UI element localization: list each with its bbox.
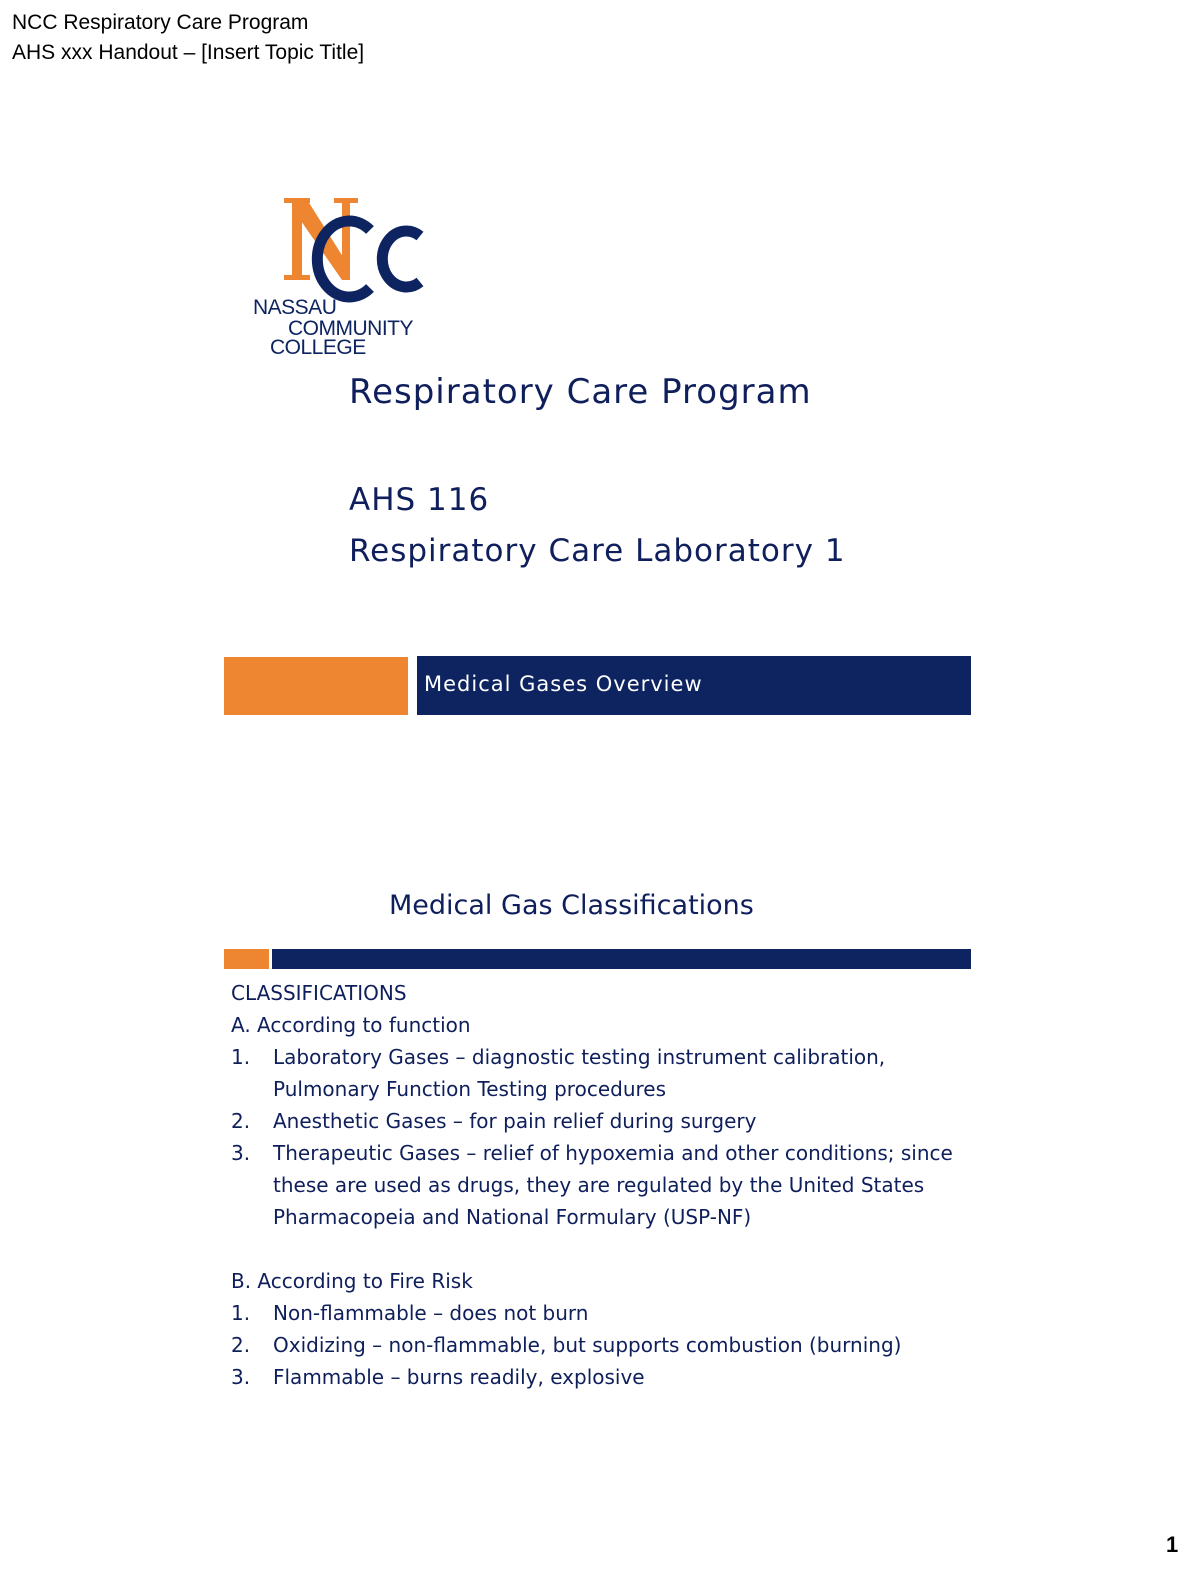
logo-text-college: COLLEGE bbox=[270, 336, 366, 359]
logo-text-nassau: NASSAU bbox=[253, 296, 337, 319]
section-b-list bbox=[231, 1297, 971, 1393]
list-item-number: 2. bbox=[231, 1333, 251, 1357]
banner-text: Medical Gases Overview bbox=[424, 672, 703, 696]
section-a-list bbox=[231, 1041, 971, 1233]
list-item-text: Oxidizing – non-flammable, but supports combustion (burning) bbox=[273, 1333, 902, 1357]
slide-title: Respiratory Care Program bbox=[349, 372, 812, 412]
page-header bbox=[12, 8, 364, 68]
title-rule-navy bbox=[272, 949, 971, 969]
list-item-text: Therapeutic Gases – relief of hypoxemia and other conditions; since these are used as drugs, they are regulated by the United States Pharmacopeia and National Formulary (USP-NF) bbox=[273, 1141, 953, 1229]
header-line-2: AHS xxx Handout – [Insert Topic Title] bbox=[12, 41, 365, 64]
list-item-number: 2. bbox=[231, 1109, 251, 1133]
list-item bbox=[231, 1297, 971, 1329]
logo-wordmark bbox=[253, 296, 413, 359]
banner-orange-block bbox=[224, 657, 408, 715]
list-item bbox=[231, 1137, 971, 1233]
list-item-number: 3. bbox=[231, 1365, 251, 1389]
list-item-text: Flammable – burns readily, explosive bbox=[273, 1365, 645, 1389]
title-rule-orange bbox=[224, 949, 269, 969]
course-name: Respiratory Care Laboratory 1 bbox=[349, 533, 846, 569]
section-title: Medical Gas Classifications bbox=[389, 890, 754, 921]
course-code: AHS 116 bbox=[349, 482, 490, 518]
spacer bbox=[231, 1233, 971, 1265]
page-number: 1 bbox=[1166, 1532, 1179, 1557]
list-item bbox=[231, 1361, 971, 1393]
list-item-number: 3. bbox=[231, 1141, 251, 1165]
list-item bbox=[231, 1105, 971, 1137]
section-a-title: A. According to function bbox=[231, 1013, 471, 1037]
logo-text-community: COMMUNITY bbox=[288, 317, 413, 340]
header-line-1: NCC Respiratory Care Program bbox=[12, 11, 309, 34]
list-item-number: 1. bbox=[231, 1045, 251, 1069]
section-b-title: B. According to Fire Risk bbox=[231, 1269, 473, 1293]
list-item-text: Anesthetic Gases – for pain relief during surgery bbox=[273, 1109, 757, 1133]
ncc-logo bbox=[250, 190, 440, 360]
list-item-text: Non-flammable – does not burn bbox=[273, 1301, 589, 1325]
list-item-text: Laboratory Gases – diagnostic testing instrument calibration, Pulmonary Function Testing procedures bbox=[273, 1045, 886, 1101]
list-item-number: 1. bbox=[231, 1301, 251, 1325]
list-item bbox=[231, 1041, 971, 1105]
classification-content bbox=[231, 977, 971, 1393]
classifications-heading: CLASSIFICATIONS bbox=[231, 981, 407, 1005]
list-item bbox=[231, 1329, 971, 1361]
